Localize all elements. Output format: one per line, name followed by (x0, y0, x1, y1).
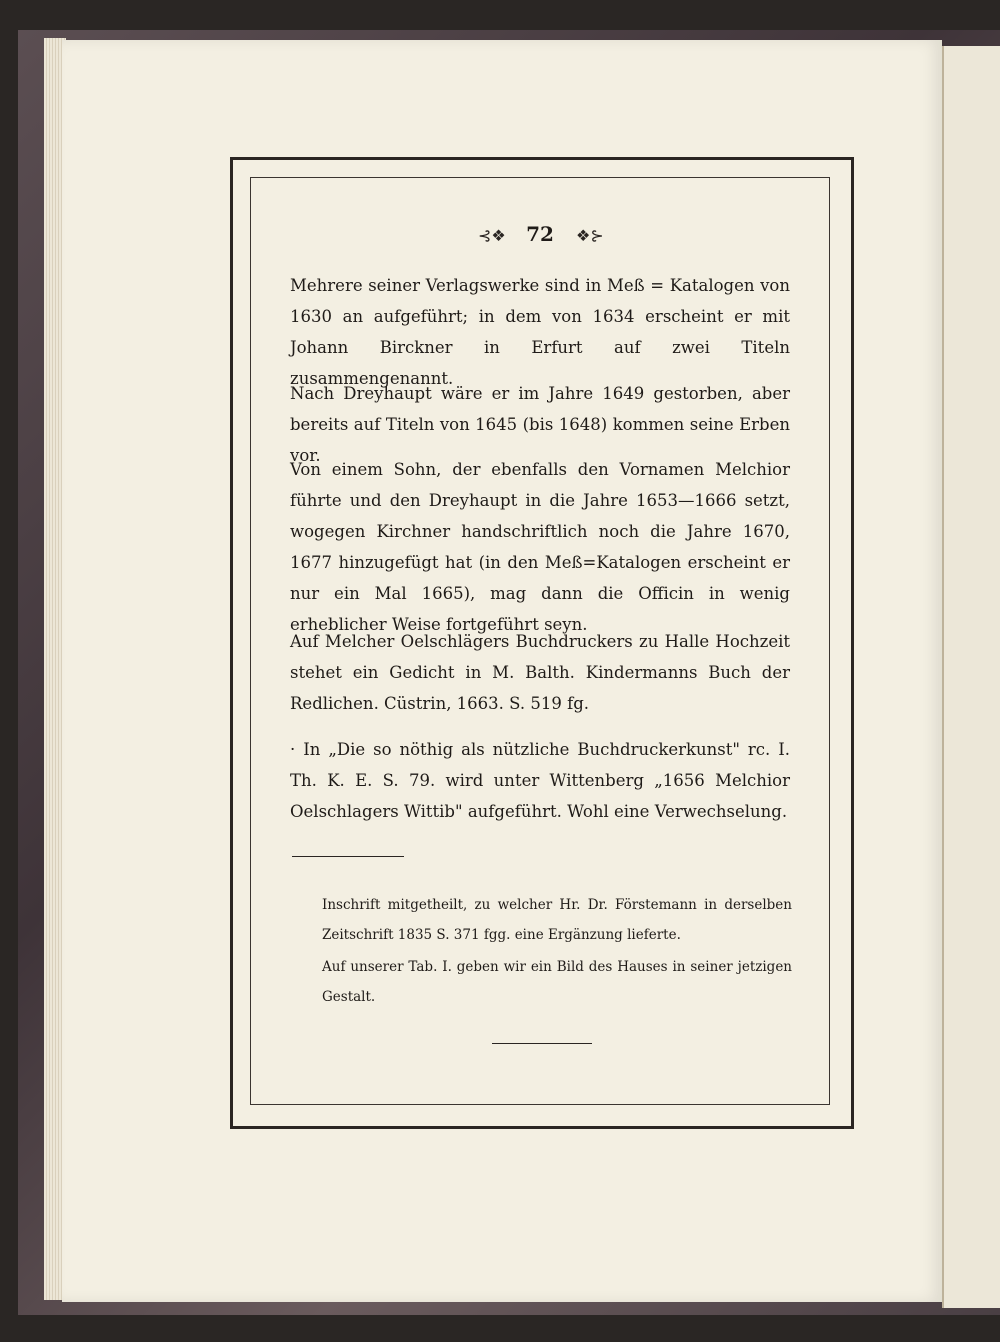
closing-rule (492, 1043, 592, 1044)
facing-page-edge (942, 46, 1000, 1308)
right-ornament-icon: ❖⊱ (576, 226, 604, 245)
left-ornament-icon: ⊰❖ (478, 226, 506, 245)
paragraph-5: · In „Die so nöthig als nützliche Buchdruckerkunst" rc. I. Th. K. E. S. 79. wird unter Wittenberg „1656 Melchior Oelschlagers Wittib" aufgeführt. Wohl eine Verwechselung. (290, 740, 790, 821)
footnote-1: Inschrift mitgetheilt, zu welcher Hr. Dr. Förstemann in derselben Zeitschrift 1835 S. 371 fgg. eine Ergänzung lieferte. (322, 897, 792, 943)
paragraph-4: Auf Melcher Oelschlägers Buchdruckers zu Halle Hochzeit stehet ein Gedicht in M. Balth. Kindermanns Buch der Redlichen. Cüstrin, 1663. S. 519 fg. (290, 632, 790, 713)
page-number: 72 (526, 222, 554, 246)
footnote-2: Auf unserer Tab. I. geben wir ein Bild des Hauses in seiner jetzigen Gestalt. (322, 959, 792, 1005)
paragraph-3: Von einem Sohn, der ebenfalls den Vornamen Melchior führte und den Dreyhaupt in die Jahre 1653—1666 setzt, wogegen Kirchner handschriftlich noch die Jahre 1670, 1677 hinzugefügt hat (in den Meß=Katalogen erscheint er nur ein Mal 1665), mag dann die Officin in wenig erheblicher Weise fortgeführt seyn. (290, 460, 790, 634)
footnote-rule (292, 856, 404, 857)
paragraph-2: Nach Dreyhaupt wäre er im Jahre 1649 gestorben, aber bereits auf Titeln von 1645 (bis 1648) kommen seine Erben vor. (290, 384, 790, 465)
paragraph-1: Mehrere seiner Verlagswerke sind in Meß = Katalogen von 1630 an aufgeführt; in dem von 1634 erscheint er mit Johann Birckner in Erfurt auf zwei Titeln zusammengenannt. (290, 276, 790, 388)
